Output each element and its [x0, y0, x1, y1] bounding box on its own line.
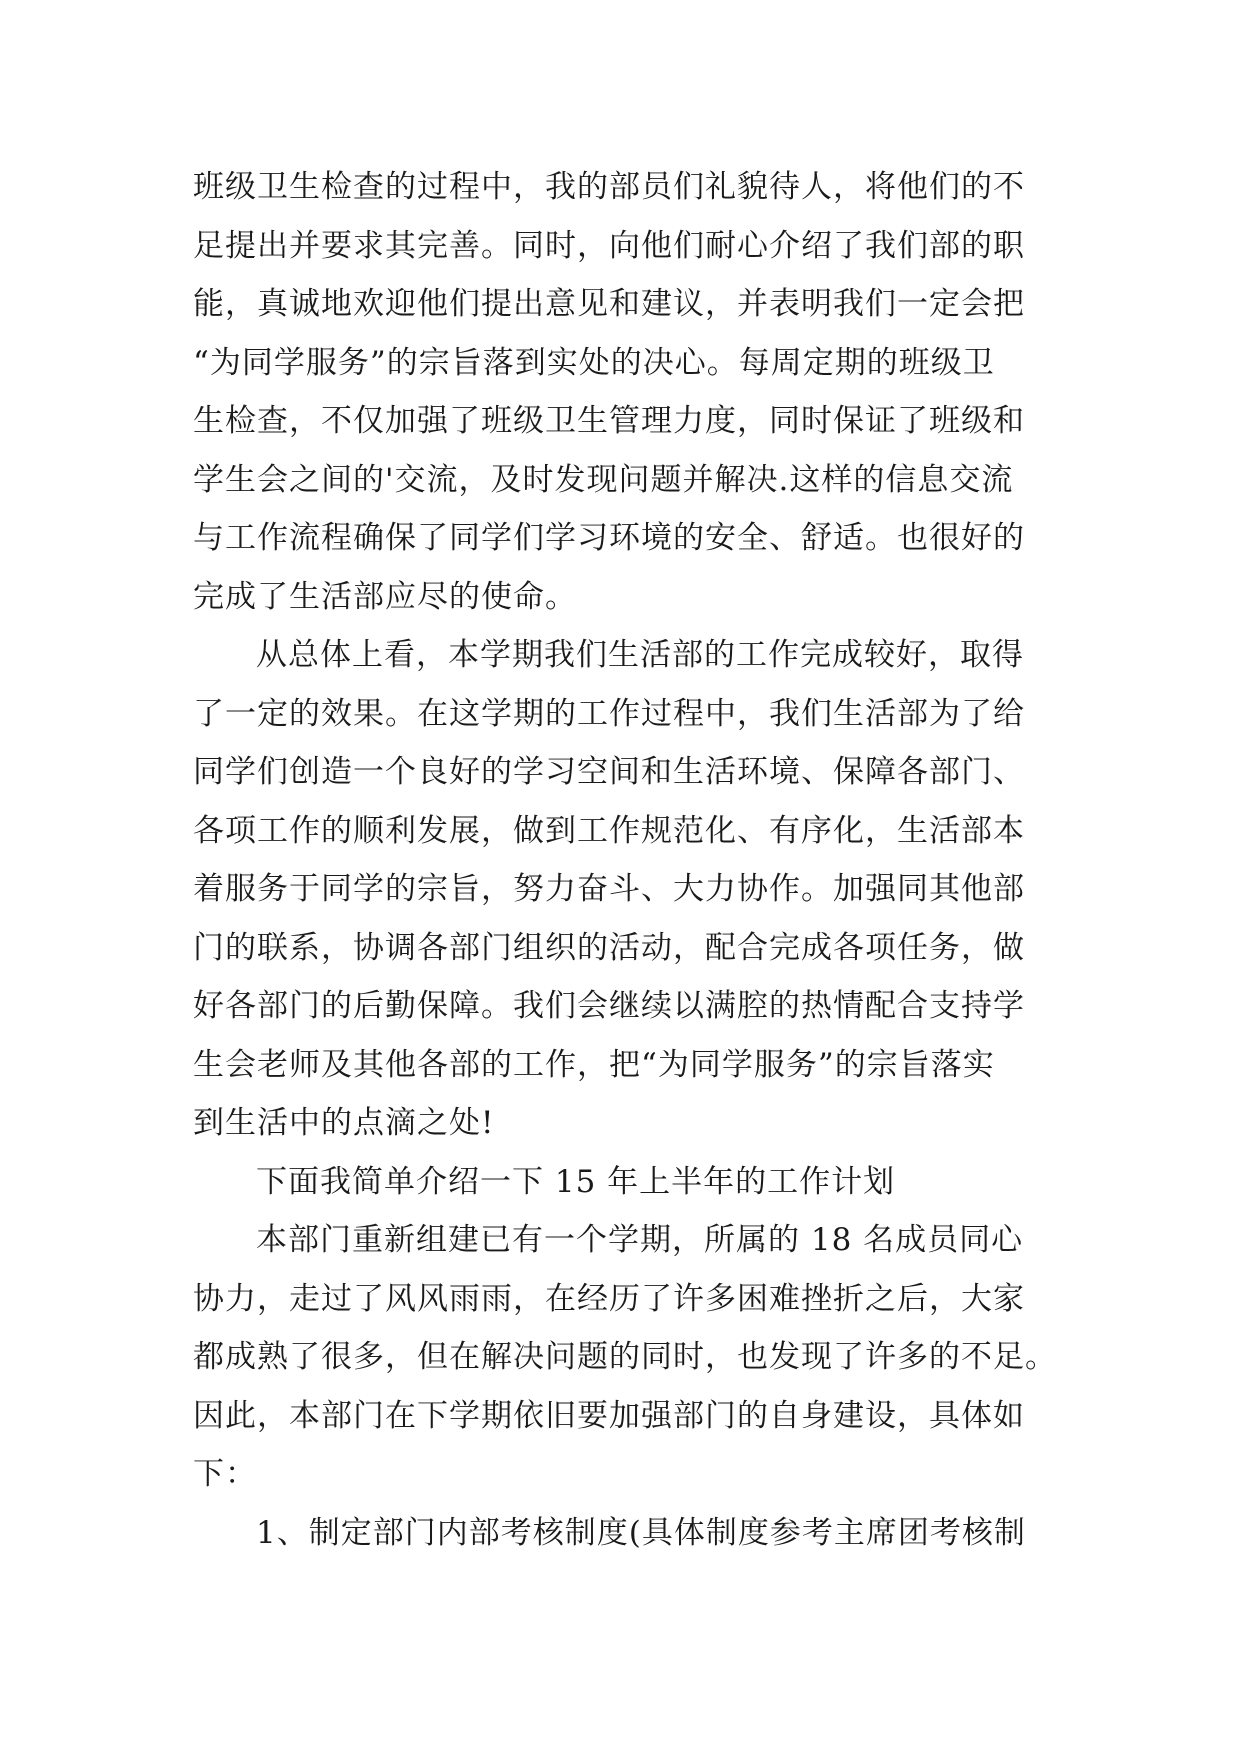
text-line: 都成熟了很多，但在解决问题的同时，也发现了许多的不足。: [193, 1339, 1057, 1375]
text-line: 班级卫生检查的过程中，我的部员们礼貌待人，将他们的不: [193, 169, 1025, 205]
text-line: 好各部门的后勤保障。我们会继续以满腔的热情配合支持学: [193, 988, 1025, 1024]
text-line: 到生活中的点滴之处!: [193, 1105, 495, 1141]
paragraph-start-line: 本部门重新组建已有一个学期，所属的 18 名成员同心: [256, 1222, 1024, 1258]
text-line: 着服务于同学的宗旨，努力奋斗、大力协作。加强同其他部: [193, 871, 1025, 907]
text-line: 生检查，不仅加强了班级卫生管理力度，同时保证了班级和: [193, 403, 1025, 439]
text-line: 能，真诚地欢迎他们提出意见和建议，并表明我们一定会把: [193, 286, 1025, 322]
text-line: 足提出并要求其完善。同时，向他们耐心介绍了我们部的职: [193, 227, 1025, 264]
text-line: “为同学服务”的宗旨落到实处的决心。每周定期的班级卫: [193, 344, 995, 381]
text-line: 生会老师及其他各部的工作，把“为同学服务”的宗旨落实: [193, 1046, 995, 1083]
text-line: 同学们创造一个良好的学习空间和生活环境、保障各部门、: [193, 754, 1025, 790]
text-line: 因此，本部门在下学期依旧要加强部门的自身建设，具体如: [193, 1397, 1025, 1434]
text-line: 完成了生活部应尽的使命。: [193, 578, 577, 615]
text-line: 下：: [193, 1456, 257, 1492]
text-line: 协力，走过了风风雨雨，在经历了许多困难挫折之后，大家: [193, 1280, 1025, 1317]
paragraph-start-line: 从总体上看，本学期我们生活部的工作完成较好，取得: [256, 637, 1024, 673]
text-line: 了一定的效果。在这学期的工作过程中，我们生活部为了给: [193, 695, 1025, 732]
text-line: 各项工作的顺利发展，做到工作规范化、有序化，生活部本: [193, 812, 1025, 849]
paragraph-start-line: 下面我简单介绍一下 15 年上半年的工作计划: [256, 1163, 896, 1200]
text-line: 与工作流程确保了同学们学习环境的安全、舒适。也很好的: [193, 520, 1025, 556]
text-line: 学生会之间的'交流，及时发现问题并解决.这样的信息交流: [193, 461, 1014, 498]
text-line: 门的联系，协调各部门组织的活动，配合完成各项任务，做: [193, 929, 1025, 966]
list-item-line: 1、制定部门内部考核制度(具体制度参考主席团考核制: [256, 1514, 1026, 1551]
body-text: [193, 158, 1063, 1562]
